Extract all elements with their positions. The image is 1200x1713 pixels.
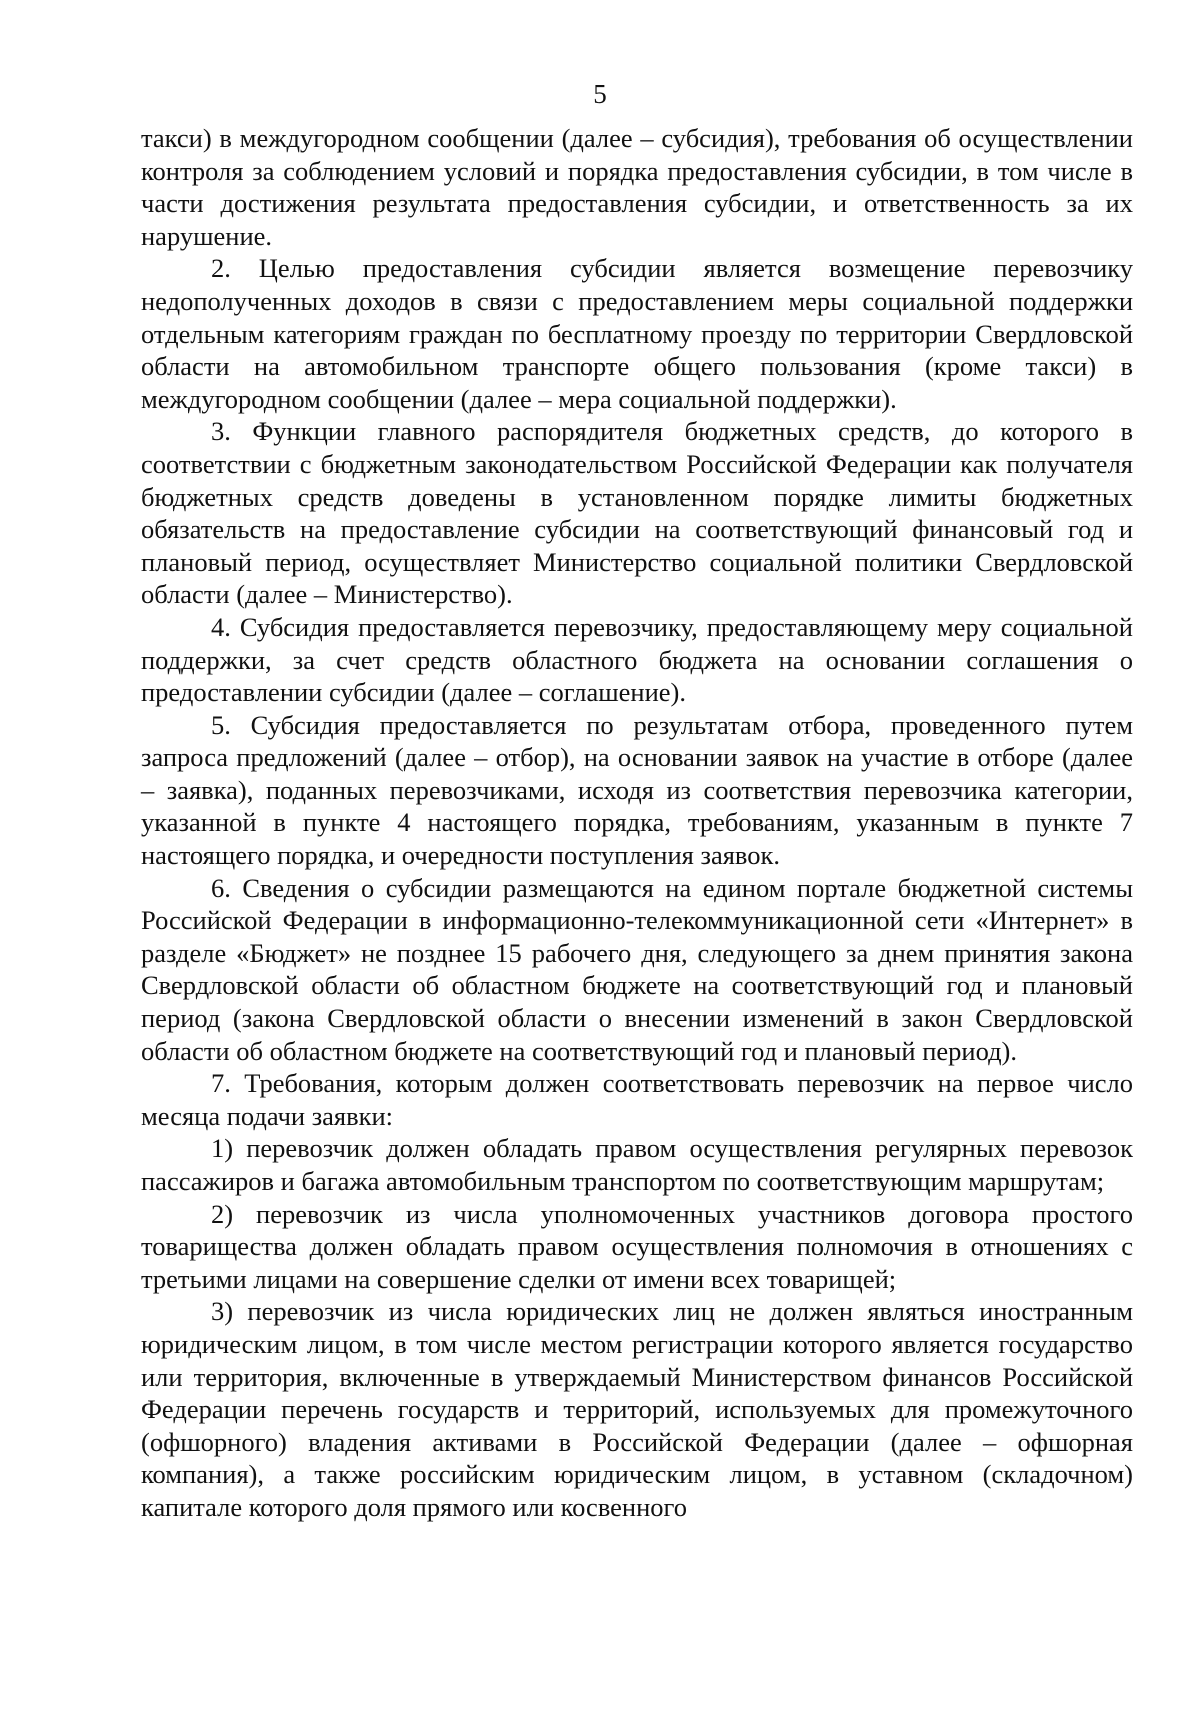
- paragraph-item-2: 2. Целью предоставления субсидии является возмещение перевозчику недополученных доходов в связи с предоставлением меры социальной поддержки отдельным категориям граждан по бесплатному проезду по территории Свердловской области на автомобильном транспорте общего пользования (кроме такси) в междугородном сообщении (далее – мера социальной поддержки).: [141, 253, 1133, 414]
- paragraph-item-3: 3. Функции главного распорядителя бюджетных средств, до которого в соответствии с бюджетным законодательством Российской Федерации как получателя бюджетных средств доведены в установленном порядке лимиты бюджетных обязательств на предоставление субсидии на соответствующий финансовый год и плановый период, осуществляет Министерство социальной политики Свердловской области (далее – Министерство).: [141, 416, 1133, 610]
- subitem-3: 3) перевозчик из числа юридических лиц не должен являться иностранным юридическим лицом, в том числе местом регистрации которого является государство или территория, включенные в утверждаемый Министерством финансов Российской Федерации перечень государств и территорий, используемых для промежуточного (офшорного) владения активами в Российской Федерации (далее – офшорная компания), а также российским юридическим лицом, в уставном (складочном) капитале которого доля прямого или косвенного: [141, 1296, 1133, 1522]
- paragraph-item-5: 5. Субсидия предоставляется по результатам отбора, проведенного путем запроса предложений (далее – отбор), на основании заявок на участие в отборе (далее – заявка), поданных перевозчиками, исходя из соответствия перевозчика категории, указанной в пункте 4 настоящего порядка, требованиям, указанным в пункте 7 настоящего порядка, и очередности поступления заявок.: [141, 709, 1133, 871]
- paragraph-item-6: 6. Сведения о субсидии размещаются на едином портале бюджетной системы Российской Федерации в информационно-телекоммуникационной сети «Интернет» в разделе «Бюджет» не позднее 15 рабочего дня, следующего за днем принятия закона Свердловской области об областном бюджете на соответствующий год и плановый период (закона Свердловской области о внесении изменений в закон Свердловской области об областном бюджете на соответствующий год и плановый период).: [141, 872, 1133, 1066]
- paragraph-continuation: такси) в междугородном сообщении (далее – субсидия), требования об осуществлении контроля за соблюдением условий и порядка предоставления субсидии, в том числе в части достижения результата предоставления субсидии, и ответственность за их нарушение.: [141, 123, 1133, 251]
- page-number: 5: [593, 79, 607, 109]
- subitem-2: 2) перевозчик из числа уполномоченных участников договора простого товарищества должен обладать правом осуществления полномочия в отношениях с третьими лицами на совершение сделки от имени всех товарищей;: [141, 1198, 1133, 1294]
- paragraph-item-7: 7. Требования, которым должен соответствовать перевозчик на первое число месяца подачи заявки:: [141, 1068, 1133, 1131]
- document-body: [141, 122, 1133, 1524]
- subitem-1: 1) перевозчик должен обладать правом осуществления регулярных перевозок пассажиров и багажа автомобильным транспортом по соответствующим маршрутам;: [141, 1133, 1133, 1196]
- paragraph-item-4: 4. Субсидия предоставляется перевозчику, предоставляющему меру социальной поддержки, за счет средств областного бюджета на основании соглашения о предоставлении субсидии (далее – соглашение).: [141, 611, 1133, 708]
